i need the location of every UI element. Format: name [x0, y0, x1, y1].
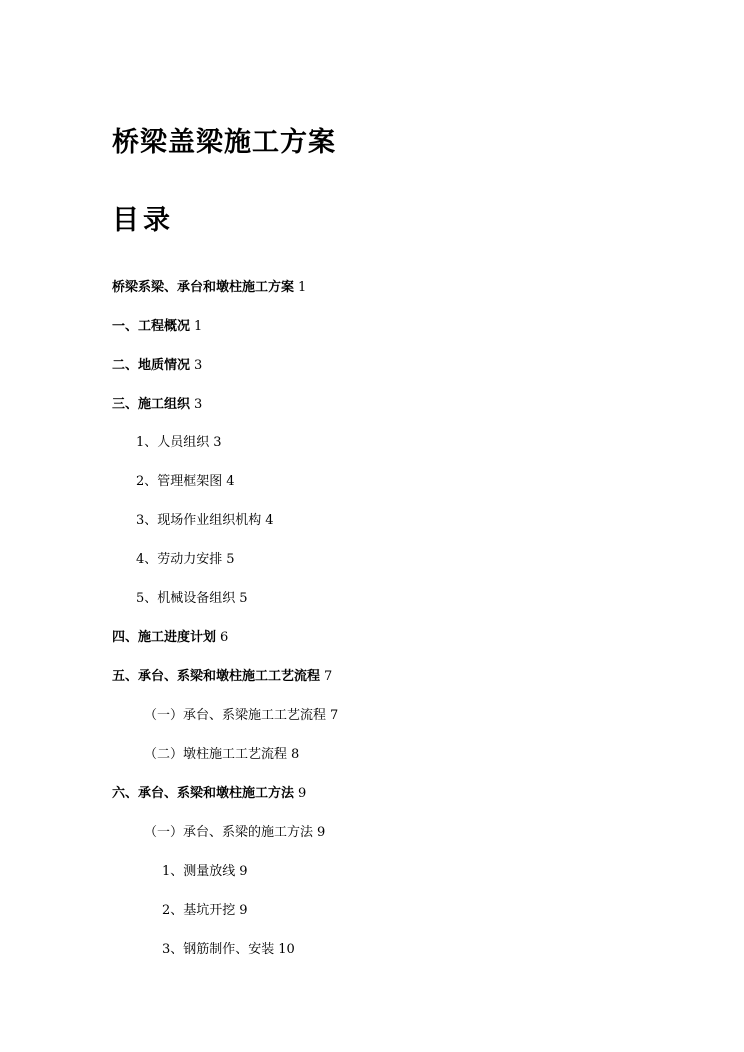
toc-entry[interactable]	[136, 470, 235, 489]
toc-entry[interactable]	[136, 431, 222, 450]
toc-entry[interactable]	[136, 587, 248, 606]
toc-entry-label: 3、现场作业组织机构	[136, 513, 262, 528]
toc-entry-page: 8	[291, 747, 300, 762]
toc-entry[interactable]	[144, 704, 338, 723]
toc-entry[interactable]	[144, 743, 299, 762]
toc-entry-page: 4	[265, 513, 274, 528]
toc-entry-page: 4	[226, 474, 235, 489]
toc-entry-label: 五、承台、系梁和墩柱施工工艺流程	[112, 669, 321, 684]
toc-entry[interactable]	[136, 548, 235, 567]
toc-entry-page: 9	[239, 864, 248, 879]
toc-entry-page: 9	[298, 786, 307, 801]
toc-entry[interactable]	[112, 354, 202, 373]
toc-entry-page: 5	[239, 591, 248, 606]
toc-entry[interactable]	[162, 860, 248, 879]
toc-entry-page: 3	[194, 397, 203, 412]
toc-entry-page: 6	[220, 630, 229, 645]
toc-entry[interactable]	[112, 393, 202, 412]
toc-entry-page: 1	[194, 319, 203, 334]
toc-entry-page: 3	[213, 435, 222, 450]
toc-entry[interactable]	[144, 821, 325, 840]
toc-entry[interactable]	[136, 509, 274, 528]
toc-entry-page: 3	[194, 358, 203, 373]
toc-entry[interactable]	[112, 782, 306, 801]
document-title: 桥梁盖梁施工方案	[112, 127, 336, 158]
toc-entry-page: 9	[317, 825, 326, 840]
toc-entry-label: 四、施工进度计划	[112, 630, 217, 645]
toc-entry-label: 2、基坑开挖	[162, 903, 236, 918]
toc-heading: 目录	[112, 205, 174, 236]
toc-entry[interactable]	[162, 899, 248, 918]
toc-entry-page: 1	[298, 280, 307, 295]
toc-entry[interactable]	[162, 938, 295, 957]
toc-entry-label: 5、机械设备组织	[136, 591, 236, 606]
toc-entry-label: （一）承台、系梁施工工艺流程	[144, 708, 327, 723]
toc-entry-label: 一、工程概况	[112, 319, 191, 334]
toc-entry-label: 3、钢筋制作、安装	[162, 942, 275, 957]
toc-entry[interactable]	[112, 665, 332, 684]
toc-entry-label: （一）承台、系梁的施工方法	[144, 825, 314, 840]
toc-entry-label: 三、施工组织	[112, 397, 191, 412]
toc-entry[interactable]	[112, 626, 228, 645]
toc-entry-page: 7	[330, 708, 339, 723]
toc-entry-page: 7	[324, 669, 333, 684]
toc-entry-label: 4、劳动力安排	[136, 552, 223, 567]
toc-entry-label: 2、管理框架图	[136, 474, 223, 489]
toc-entry-label: 二、地质情况	[112, 358, 191, 373]
toc-entry-page: 10	[278, 942, 295, 957]
toc-entry-label: 1、人员组织	[136, 435, 210, 450]
toc-entry[interactable]	[112, 315, 202, 334]
toc-entry-label: 六、承台、系梁和墩柱施工方法	[112, 786, 295, 801]
toc-entry[interactable]	[112, 276, 306, 295]
toc-entry-label: 1、测量放线	[162, 864, 236, 879]
toc-entry-page: 9	[239, 903, 248, 918]
toc-entry-page: 5	[226, 552, 235, 567]
toc-entry-label: 桥梁系梁、承台和墩柱施工方案	[112, 280, 295, 295]
toc-entry-label: （二）墩柱施工工艺流程	[144, 747, 288, 762]
